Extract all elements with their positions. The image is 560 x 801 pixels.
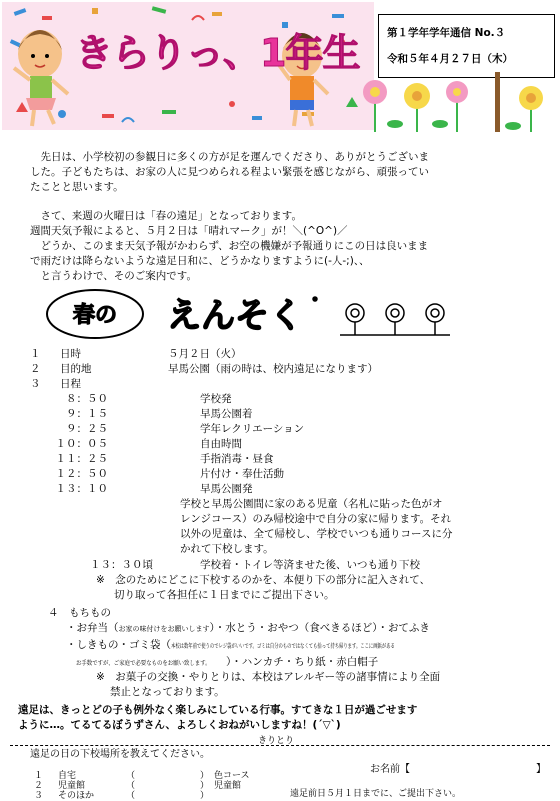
option-paren-open: （ (126, 791, 136, 801)
option-paren-open: （ (126, 781, 136, 791)
allergy-note: 禁止となっております。 (110, 686, 225, 698)
banner-title-haru: 春の (72, 303, 118, 328)
intro-line: たことと思います。 (30, 181, 124, 193)
newsletter-date: 令和５年４月２７日（木） (387, 53, 513, 65)
option-input-field[interactable] (136, 771, 196, 781)
schedule-note: 学校と早馬公園間に家のある児童（名札に貼った色がオ (180, 498, 443, 510)
schedule-event: 学年レクリエーション (200, 423, 305, 435)
option-paren-close: ） (200, 781, 210, 791)
cut-label: きりとり (258, 736, 295, 746)
schedule-event: 片付け・奉仕活動 (200, 468, 284, 480)
return-event: 学校着・トイレ等済ませた後、いつも通り下校 (200, 559, 420, 571)
spring-excursion-banner (45, 287, 475, 342)
item-label: 日時 (60, 348, 81, 360)
name-label: お名前【 (370, 764, 410, 775)
belongings-small-note: 本校は数年前で使うのでレジ袋がいいです。ゴミは自分のものではなくても拾って持ち帰ります。ここに画鋲がある (171, 643, 395, 650)
option-suffix: 児童館 (214, 781, 242, 791)
item-value: 早馬公園（雨の時は、校内遠足になります） (168, 363, 378, 375)
item-number: １ (30, 348, 41, 360)
schedule-event: 学校発 (200, 393, 232, 405)
intro-line: した。子どもたちは、お家の人に見つめられる程よい緊張を感じながら、頑張ってい (30, 166, 429, 178)
closing-line: 遠足は、きっとどの子も例外なく楽しみにしている行事。すてきな１日が過ごせます (18, 704, 418, 716)
item-value: ５月２日（火） (168, 348, 242, 360)
belongings-text: ・しきもの・ゴミ袋（ (66, 639, 171, 651)
option-input-field[interactable] (136, 781, 196, 791)
item-label: 目的地 (60, 363, 92, 375)
paragraph-line: 週間天気予報によると、５月２日は「晴れマーク」が！＼(^O^)／ (30, 225, 348, 237)
belongings-line (76, 655, 378, 671)
belongings-line (66, 621, 430, 637)
closing-line: ように…。てるてるぼうずさん、よろしくおねがいしますね！(´▽`) (18, 719, 341, 731)
paragraph-line: で雨だけは降らないような遠足日和に、どうかなりますように(-人-;)、、 (30, 255, 370, 267)
return-time: １３：３０頃 (90, 559, 153, 571)
intro-line: 先日は、小学校初の参観日に多くの方が足を運んでくださり、ありがとうございま (30, 151, 429, 163)
page-title: きらりっ、1年生 (75, 31, 360, 75)
belongings-text: ・お弁当（ (66, 622, 119, 634)
newsletter-number: 第１学年学年通信 No.３ (387, 27, 506, 39)
item-label: 日程 (60, 378, 81, 390)
belongings-small-note: お手数ですが、ご家庭で必要なものをお願い致します。 (76, 660, 211, 667)
schedule-time: ９：２５ (66, 423, 108, 435)
item-number: ３ (30, 378, 41, 390)
schedule-event: 早馬公園発 (200, 483, 253, 495)
name-bracket-close: 】 (536, 764, 546, 775)
schedule-note: かれて下校します。 (180, 543, 274, 555)
return-note: ※ 念のためにどこに下校するのかを、本便り下の部分に記入されて、 (96, 574, 431, 586)
option-number: ３ (34, 791, 44, 801)
option-label: 児童館 (58, 781, 86, 791)
option-label: そのほか (58, 791, 95, 801)
belongings-heading: ４ もちもの (48, 607, 111, 619)
item-number: ２ (30, 363, 41, 375)
schedule-event: 自由時間 (200, 438, 242, 450)
banner-title-ensoku: えんそく (167, 296, 303, 336)
submission-deadline: 遠足前日５月１日までに、ご提出下さい。 (290, 789, 462, 799)
option-paren-close: ） (200, 791, 210, 801)
belongings-text: ）・ハンカチ・ちり紙・赤白帽子 (226, 656, 379, 668)
schedule-time: １０：０５ (55, 438, 108, 450)
form-question: 遠足の日の下校場所を教えてください。 (30, 749, 210, 760)
schedule-time: ８：５０ (66, 393, 108, 405)
schedule-note: 以外の児童は、全て帰校し、学校でいつも通りコースに分 (180, 528, 453, 540)
schedule-time: ９：１５ (66, 408, 108, 420)
option-label: 自宅 (58, 771, 77, 781)
option-paren-close: ） (200, 771, 210, 781)
schedule-time: １２：５０ (55, 468, 108, 480)
cut-line (10, 745, 550, 746)
option-suffix: 色コース (214, 771, 250, 781)
option-number: ２ (34, 781, 44, 791)
belongings-line (66, 638, 463, 654)
name-field[interactable] (420, 766, 532, 776)
belongings-small-note: お家の味付けをお願いします (118, 625, 210, 633)
option-paren-open: （ (126, 771, 136, 781)
schedule-note: レンジコース）のみ帰校途中で自分の家に帰ります。それ (180, 513, 452, 525)
schedule-event: 手指消毒・昼食 (200, 453, 274, 465)
paragraph-line: どうか、このまま天気予報がかわらず、お空の機嫌が予報通りにこの日は良いまま (30, 240, 429, 252)
allergy-note: ※ お菓子の交換・やりとりは、本校はアレルギー等の諸事情により全面 (96, 671, 441, 683)
schedule-time: １１：２５ (55, 453, 108, 465)
schedule-time: １３：１０ (55, 483, 108, 495)
paragraph-line: さて、来週の火曜日は「春の遠足」となっております。 (30, 210, 302, 222)
schedule-event: 早馬公園着 (200, 408, 253, 420)
option-number: １ (34, 771, 44, 781)
belongings-text: ）・水とう・おやつ（食べきるほど）・おてふき (209, 622, 430, 634)
paragraph-line: と言うわけで、そのご案内です。 (30, 270, 197, 282)
return-note: 切り取って各担任に１日までにご提出下さい。 (114, 589, 335, 601)
flowers-illustration (345, 66, 559, 134)
